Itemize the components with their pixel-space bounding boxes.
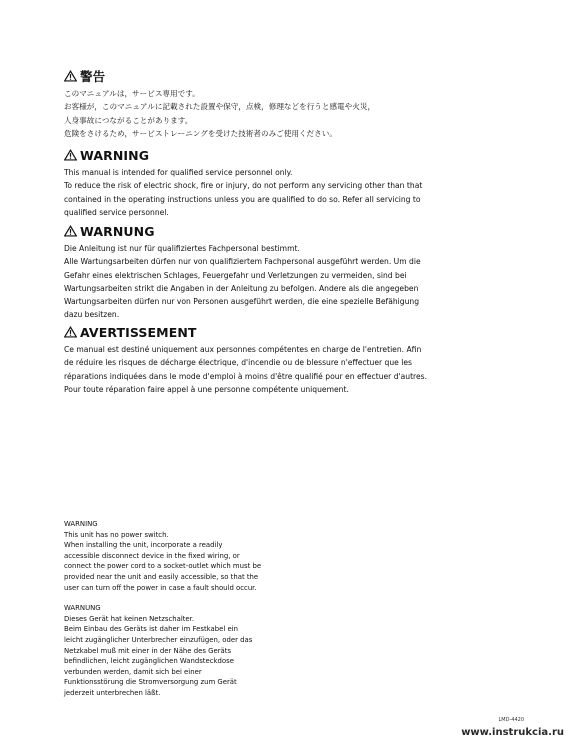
warning-triangle-icon [64,149,77,161]
section-body [64,87,514,140]
notice-heading: WARNING [64,520,98,528]
notice-line: verbunden werden, damit sich bei einer [64,667,202,676]
body-line: réparations indiquées dans le mode d'emploi à moins d'être qualifié pour en effectuer d'autres. [64,371,428,381]
notice-line: jederzeit unterbrechen läßt. [64,688,161,697]
body-line: 危険をさけるため，サービストレーニングを受けた技術者のみご使用ください。 [64,128,337,138]
notice-line: accessible disconnect device in the fixed wiring, or [64,551,240,560]
body-line: Die Anleitung ist nur für qualifiziertes Fachpersonal bestimmt. [64,244,300,253]
section-heading [64,147,514,163]
section-body [64,166,514,219]
warning-section-fr [64,324,514,396]
notice-line: connect the power cord to a socket-outlet which must be [64,562,262,571]
power-switch-notice [64,519,294,699]
heading-text: AVERTISSEMENT [80,324,197,340]
body-line: To reduce the risk of electric shock, fire or injury, do not perform any servicing other than that [64,181,423,191]
spacer [64,593,294,603]
notice-line: user can turn off the power in case a fault should occur. [64,583,257,592]
heading-text: WARNUNG [80,223,155,239]
body-line: このマニュアルは，サービス専用です。 [64,89,200,98]
section-body [64,343,514,396]
warning-triangle-icon [64,225,77,237]
body-line: dazu besitzen. [64,310,120,320]
heading-text: WARNING [80,147,150,163]
site-watermark: www.instrukcia.ru [461,727,564,738]
notice-line: Beim Einbau des Geräts ist daher im Festkabel ein [64,625,238,634]
warning-triangle-icon [64,326,77,338]
notice-line: Netzkabel muß mit einer in der Nähe des Geräts [64,646,232,655]
warning-section-de [64,223,514,322]
section-heading [64,324,514,340]
notice-line: leicht zugänglicher Unterbrecher einzufügen, oder das [64,635,253,644]
body-line: contained in the operating instructions unless you are qualified to do so. Refer all servicing to [64,194,421,204]
notice-line: This unit has no power switch. [64,530,169,539]
warning-section-en [64,147,514,219]
notice-line: provided near the unit and easily accessible, so that the [64,572,259,581]
body-line: 人身事故につながることがあります。 [64,115,193,125]
body-line: This manual is intended for qualified service personnel only. [64,168,293,177]
body-line: お客様が，このマニュアルに記載された設置や保守，点検，修理などを行うと感電や火災， [64,102,376,112]
warning-triangle-icon [64,70,77,82]
notice-line: When installing the unit, incorporate a readily [64,541,223,550]
section-heading [64,68,514,84]
notice-heading: WARNUNG [64,604,101,613]
notice-line: befindlichen, leicht zugänglichen Wandsteckdose [64,657,234,666]
section-heading [64,223,514,239]
body-line: qualified service personnel. [64,207,169,217]
heading-text: 警告 [80,69,106,84]
section-body [64,242,514,322]
body-line: Ce manual est destiné uniquement aux personnes compétentes en charge de l'entretien. Afin [64,345,422,354]
body-line: Gefahr eines elektrischen Schlages, Feuergefahr und Verletzungen zu vermeiden, sind bei [64,270,407,280]
body-line: Pour toute réparation faire appel à une personne compétente uniquement. [64,384,349,394]
body-line: de réduire les risques de décharge électrique, d'incendie ou de blessure n'effectuer que les [64,358,412,368]
notice-line: Funktionsstörung die Stromversorgung zum Gerät [64,678,237,687]
body-line: Wartungsarbeiten dürfen nur von Personen ausgeführt werden, die eine spezielle Befähigung [64,297,420,307]
body-line: Wartungsarbeiten strikt die Angaben in der Anleitung zu befolgen. Andere als die angegeben [64,283,419,293]
body-line: Alle Wartungsarbeiten dürfen nur von qualifiziertem Fachpersonal ausgeführt werden. Um die [64,257,421,267]
notice-line: Dieses Gerät hat keinen Netzschalter. [64,614,195,623]
model-code: LMD-4420 [498,717,524,723]
warning-section-ja [64,68,514,140]
